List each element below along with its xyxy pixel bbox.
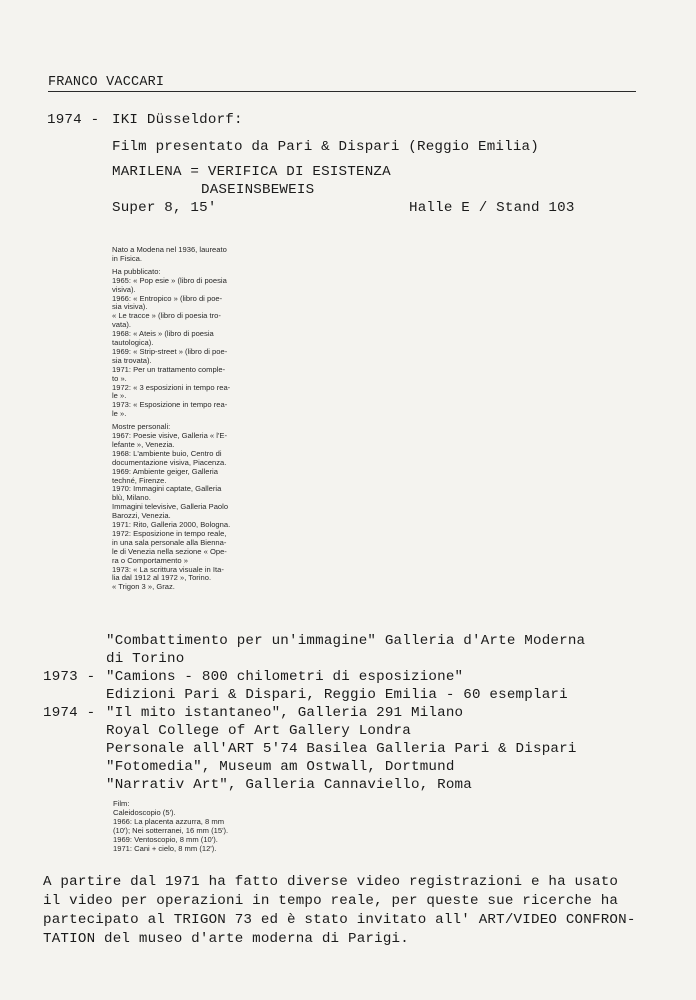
- bio-line: 1968: « Ateis » (libro di poesia: [112, 329, 214, 339]
- film-line: (10'); Nei sotterranei, 16 mm (15').: [113, 825, 229, 835]
- bio-line: 1972: Esposizione in tempo reale,: [112, 528, 227, 538]
- bio-line: Mostre personali:: [112, 422, 171, 432]
- film-line: 1971: Cani + cielo, 8 mm (12').: [113, 843, 217, 853]
- bio-line: 1968: L'ambiente buio, Centro di: [112, 448, 222, 458]
- marilena-title: MARILENA = VERIFICA DI ESISTENZA: [112, 164, 391, 180]
- bio-line: Immagini televisive, Galleria Paolo: [112, 502, 229, 512]
- hall-stand: Halle E / Stand 103: [409, 200, 575, 216]
- edizioni-line: Edizioni Pari & Dispari, Reggio Emilia - 60 esemplari: [106, 687, 568, 703]
- bio-line: 1967: Poesie visive, Galleria « l'E-: [112, 431, 227, 440]
- bio-line: lefante », Venezia.: [112, 439, 175, 449]
- bio-line: Nato a Modena nel 1936, laureato: [112, 245, 227, 254]
- camions-line: "Camions - 800 chilometri di esposizione": [106, 669, 464, 685]
- bio-line: 1970: Immagini captate, Galleria: [112, 484, 222, 494]
- closing-line: partecipato al TRIGON 73 ed è stato invitato all' ART/VIDEO CONFRON-: [43, 912, 636, 928]
- personale-art-line: Personale all'ART 5'74 Basilea Galleria Pari & Dispari: [106, 741, 577, 757]
- bio-line: Ha pubblicato:: [112, 266, 161, 276]
- bio-line: « Le tracce » (libro di poesia tro-: [112, 311, 221, 321]
- closing-line: A partire dal 1971 ha fatto diverse video registrazioni e ha usato: [43, 874, 619, 890]
- bio-line: sia trovata).: [112, 355, 152, 365]
- bio-line: 1966: « Entropico » (libro di poe-: [112, 293, 223, 303]
- bio-line: 1965: « Pop esie » (libro di poesia: [112, 275, 227, 285]
- daseinsbeweis-title: DASEINSBEWEIS: [201, 182, 315, 198]
- bio-line: Barozzi, Venezia.: [112, 511, 171, 521]
- bio-line: tautologica).: [112, 338, 154, 347]
- author-name: FRANCO VACCARI: [48, 75, 165, 90]
- super8-format: Super 8, 15': [112, 200, 217, 216]
- royal-college-line: Royal College of Art Gallery Londra: [106, 723, 411, 739]
- bio-line: le ».: [112, 391, 127, 401]
- closing-line: il video per operazioni in tempo reale, per queste sue ricerche ha: [43, 893, 619, 909]
- year-1974-top: 1974 -: [47, 112, 100, 128]
- film-line: Film:: [113, 799, 130, 808]
- narrativ-art-line: "Narrativ Art", Galleria Cannaviello, Roma: [106, 777, 472, 793]
- bio-line: sia visiva).: [112, 302, 148, 312]
- bio-line: le di Venezia nella sezione « Ope-: [112, 546, 227, 556]
- bio-line: vata).: [112, 320, 131, 330]
- film-line: 1969: Ventoscopio, 8 mm (10').: [113, 834, 218, 844]
- bio-line: blù, Milano.: [112, 493, 151, 503]
- bio-line: 1969: Ambiente geiger, Galleria: [112, 466, 218, 476]
- year-1973: 1973 -: [43, 669, 96, 685]
- bio-line: le ».: [112, 409, 127, 419]
- bio-line: 1972: « 3 esposizioni in tempo rea-: [112, 382, 231, 392]
- bio-line: « Trigon 3 », Graz.: [112, 582, 175, 592]
- bio-line: in una sala personale alla Bienna-: [112, 537, 227, 547]
- bio-line: 1971: Rito, Galleria 2000, Bologna.: [112, 520, 231, 529]
- torino-line: di Torino: [106, 651, 185, 667]
- bio-line: ra o Comportamento »: [112, 555, 188, 565]
- bio-line: 1973: « Esposizione in tempo rea-: [112, 400, 228, 410]
- bio-line: lia dal 1912 al 1972 », Torino.: [112, 573, 212, 583]
- bio-line: 1971: Per un trattamento comple-: [112, 364, 226, 374]
- bio-line: 1969: « Strip-street » (libro di poe-: [112, 346, 228, 356]
- fotomedia-line: "Fotomedia", Museum am Ostwall, Dortmund: [106, 759, 455, 775]
- film-presented-line: Film presentato da Pari & Dispari (Reggio Emilia): [112, 139, 539, 155]
- iki-duesseldorf-line: IKI Düsseldorf:: [112, 112, 243, 128]
- film-line: Caleidoscopio (5').: [113, 807, 176, 817]
- bio-line: visiva).: [112, 284, 136, 294]
- bio-line: 1973: « La scrittura visuale in Ita-: [112, 564, 224, 574]
- bio-line: in Fisica.: [112, 253, 142, 263]
- header-rule: [48, 91, 636, 92]
- closing-line: TATION del museo d'arte moderna di Parigi.: [43, 931, 409, 947]
- bio-line: to ».: [112, 373, 127, 383]
- film-line: 1966: La placenta azzurra, 8 mm: [113, 816, 225, 826]
- combattimento-line: "Combattimento per un'immagine" Galleria d'Arte Moderna: [106, 633, 586, 649]
- year-1974-mid: 1974 -: [43, 705, 96, 721]
- bio-line: documentazione visiva, Piacenza.: [112, 457, 227, 467]
- bio-line: techné, Firenze.: [112, 475, 167, 485]
- mito-istantaneo-line: "Il mito istantaneo", Galleria 291 Milano: [106, 705, 464, 721]
